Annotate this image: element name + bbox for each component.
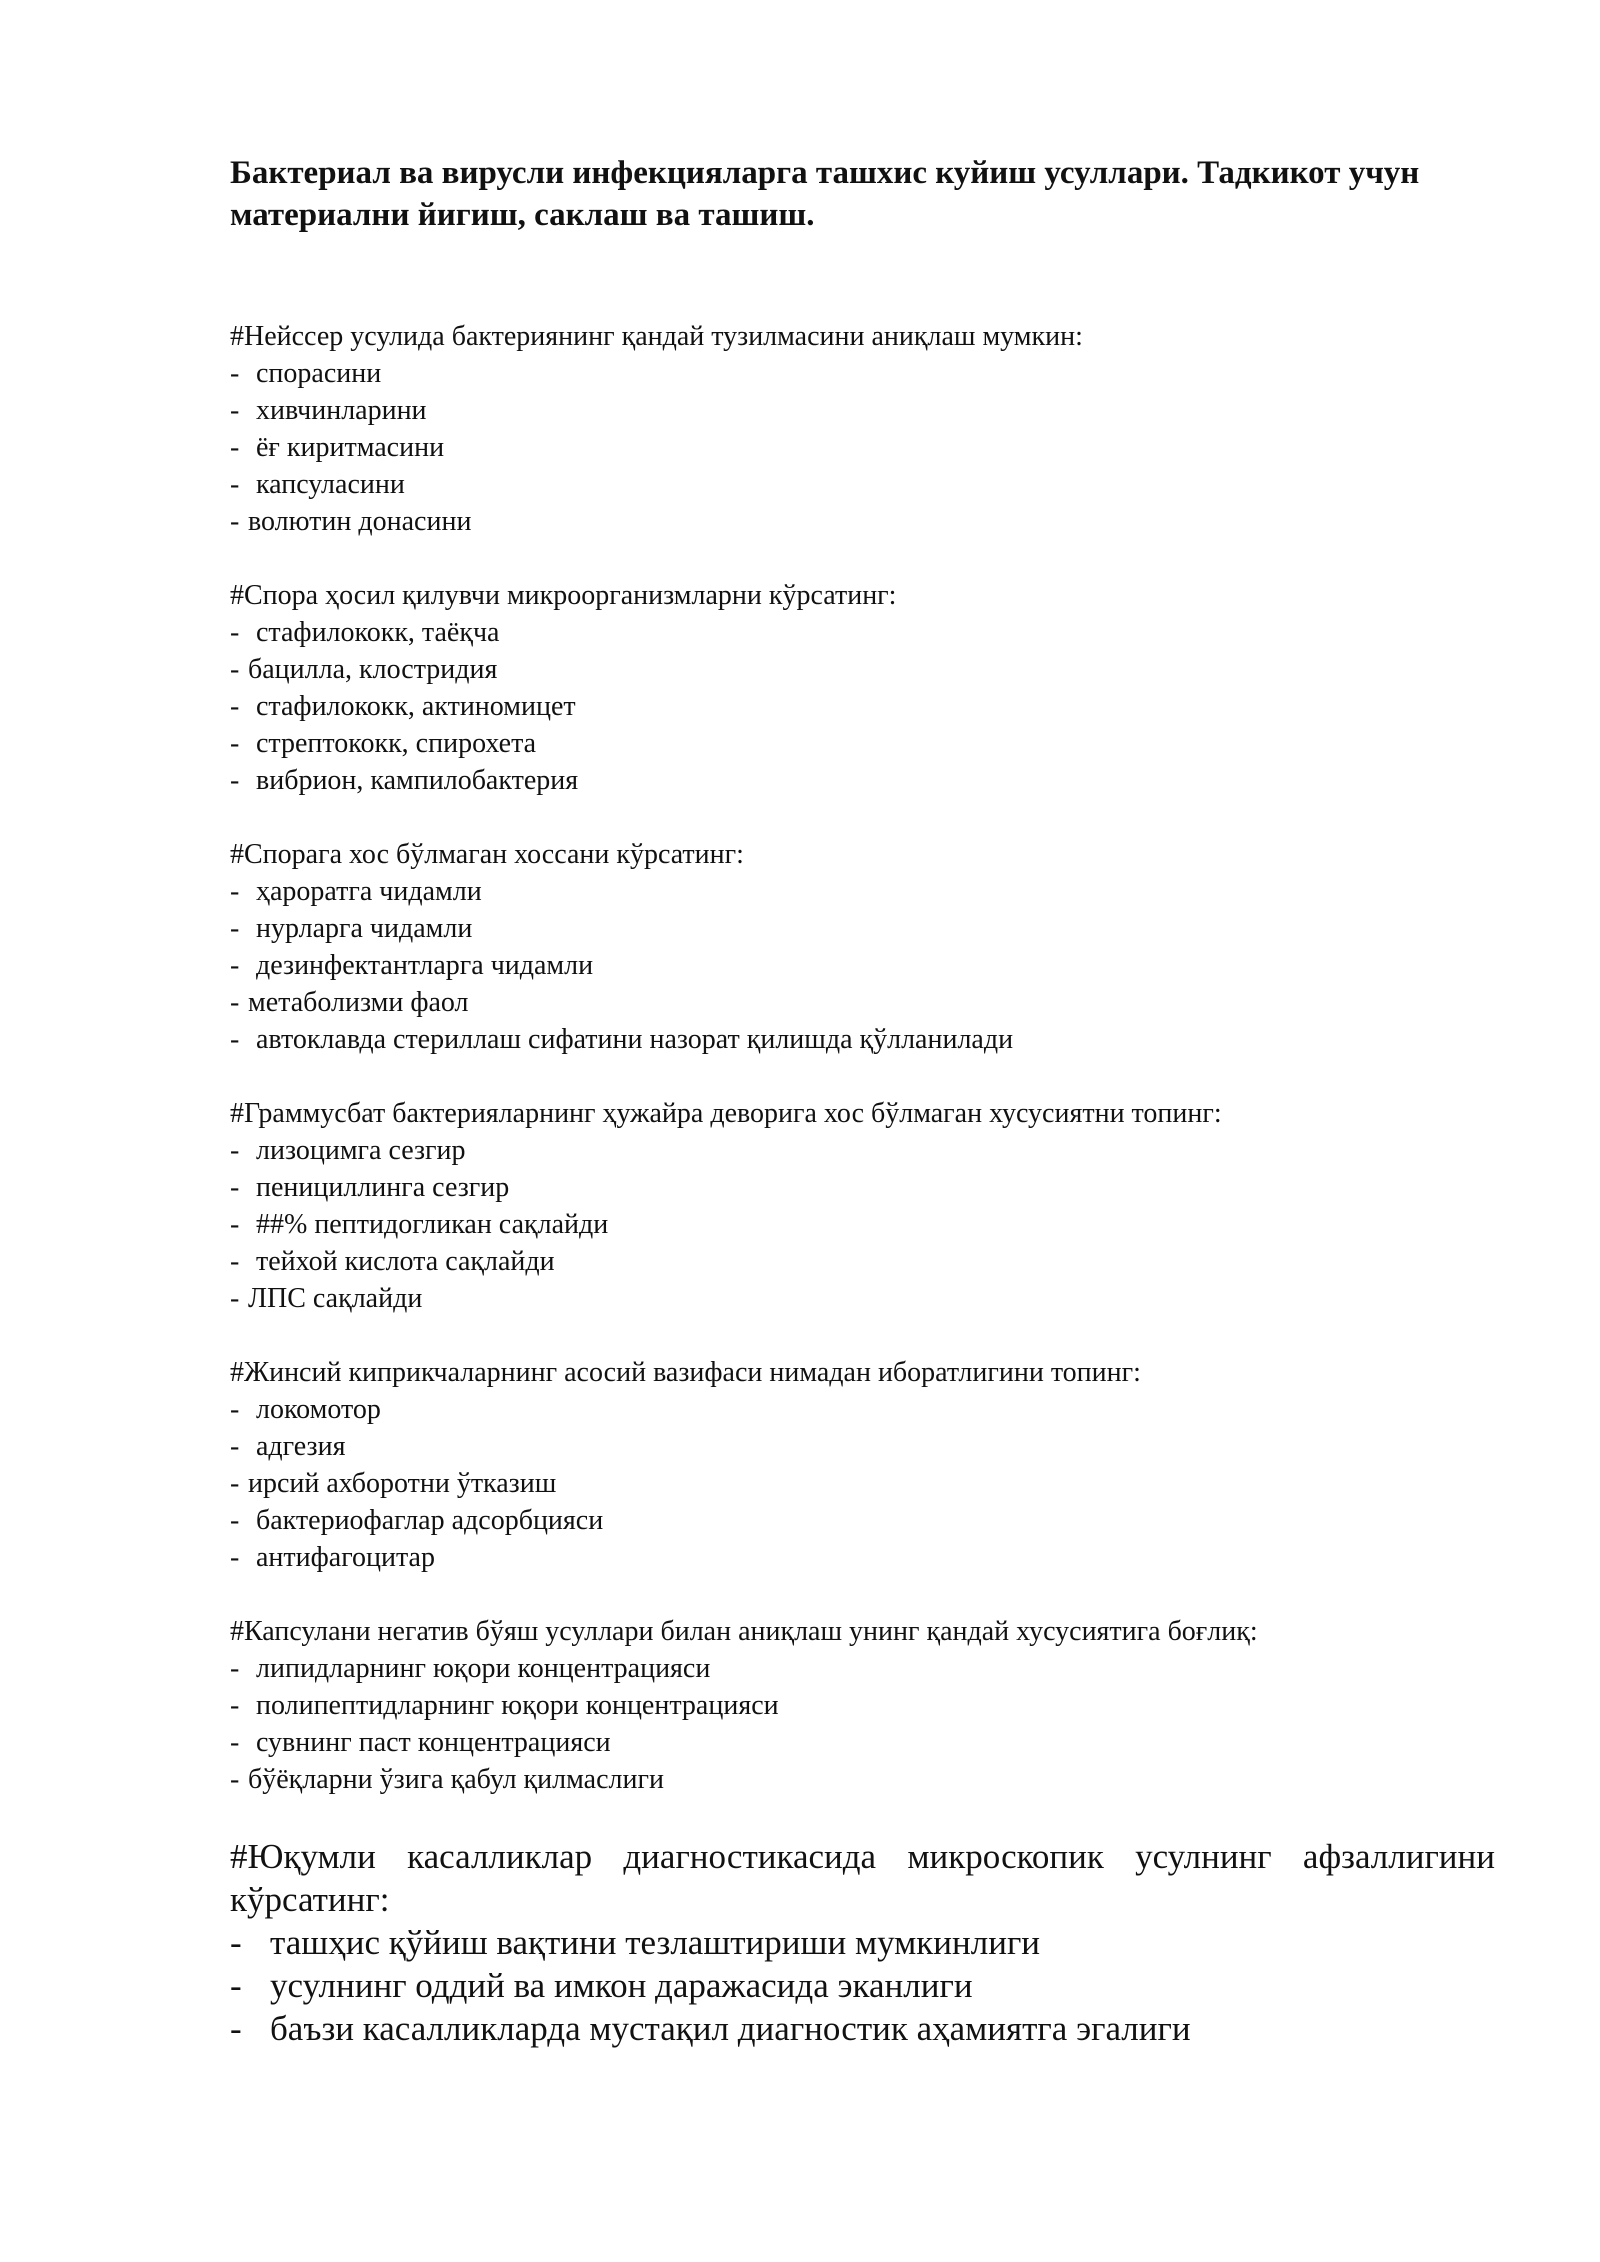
option-text: дезинфектантларга чидамли	[256, 950, 594, 981]
question-text: #Юқумли касалликлар диагностикасида микроскопик усулнинг афзаллигини кўрсатинг:	[230, 1837, 1495, 1919]
question-list	[230, 318, 1495, 2050]
option-text: пенициллинга сезгир	[256, 1172, 510, 1203]
answer-option	[230, 1687, 1495, 1724]
answer-option	[230, 1502, 1495, 1539]
answer-option	[230, 1243, 1495, 1280]
dash-marker: -	[230, 432, 240, 463]
answer-option	[230, 429, 1495, 466]
document-title: Бактериал ва вирусли инфекцияларга ташхис куйиш усуллари. Тадкикот учун материални йигиш, саклаш ва ташиш.	[230, 155, 1420, 233]
answer-option	[230, 355, 1495, 392]
option-text: полипептидларнинг юқори концентрацияси	[256, 1690, 779, 1721]
answer-option	[230, 466, 1495, 503]
dash-marker: -	[230, 1727, 240, 1758]
dash-marker: -	[230, 1966, 242, 2005]
dash-marker: -	[230, 913, 240, 944]
answer-option	[230, 947, 1495, 984]
dash-marker: -	[230, 691, 240, 722]
dash-marker: -	[230, 1468, 240, 1499]
option-text: усулнинг оддий ва имкон даражасида эканлиги	[270, 1966, 973, 2005]
option-text: сувнинг паст концентрацияси	[256, 1727, 611, 1758]
dash-marker: -	[230, 1209, 240, 1240]
dash-marker: -	[230, 987, 240, 1018]
answer-option	[230, 1280, 1495, 1317]
answer-option	[230, 1539, 1495, 1576]
question-block	[230, 318, 1495, 540]
option-text: волютин донасини	[248, 506, 472, 537]
option-text: ирсий ахборотни ўтказиш	[248, 1468, 557, 1499]
dash-marker: -	[230, 1172, 240, 1203]
dash-marker: -	[230, 617, 240, 648]
dash-marker: -	[230, 765, 240, 796]
answer-option	[230, 1391, 1495, 1428]
option-text: антифагоцитар	[256, 1542, 435, 1573]
dash-marker: -	[230, 1542, 240, 1573]
dash-marker: -	[230, 469, 240, 500]
answer-option	[230, 1021, 1495, 1058]
dash-marker: -	[230, 1764, 240, 1795]
option-text: автоклавда стериллаш сифатини назорат қилишда қўлланилади	[256, 1024, 1014, 1055]
dash-marker: -	[230, 1431, 240, 1462]
answer-option	[230, 873, 1495, 910]
option-text: локомотор	[256, 1394, 381, 1425]
question-block	[230, 1835, 1495, 2050]
question-block	[230, 577, 1495, 799]
answer-option	[230, 392, 1495, 429]
question-block	[230, 1613, 1495, 1798]
question-text: #Граммусбат бактерияларнинг ҳужайра деворига хос бўлмаган хусусиятни топинг:	[230, 1098, 1222, 1129]
question-text: #Спорага хос бўлмаган хоссани кўрсатинг:	[230, 839, 744, 870]
document-body	[230, 152, 1495, 2087]
option-text: ҳароратга чидамли	[256, 876, 482, 907]
dash-marker: -	[230, 950, 240, 981]
dash-marker: -	[230, 1283, 240, 1314]
option-text: адгезия	[256, 1431, 346, 1462]
answer-option	[230, 503, 1495, 540]
question-text: #Капсулани негатив бўяш усуллари билан аниқлаш унинг қандай хусусиятига боғлиқ:	[230, 1616, 1258, 1647]
option-text: метаболизми фаол	[248, 987, 469, 1018]
answer-option	[230, 688, 1495, 725]
dash-marker: -	[230, 1505, 240, 1536]
option-text: капсуласини	[256, 469, 405, 500]
dash-marker: -	[230, 395, 240, 426]
option-text: стрептококк, спирохета	[256, 728, 537, 759]
question-text: #Жинсий киприкчаларнинг асосий вазифаси нимадан иборатлигини топинг:	[230, 1357, 1141, 1388]
answer-option	[230, 725, 1495, 762]
dash-marker: -	[230, 1653, 240, 1684]
option-text: тейхой кислота сақлайди	[256, 1246, 555, 1277]
dash-marker: -	[230, 1246, 240, 1277]
option-text: ##% пептидогликан сақлайди	[256, 1209, 609, 1240]
option-text: бацилла, клостридия	[248, 654, 498, 685]
dash-marker: -	[230, 2009, 242, 2048]
answer-option	[230, 1206, 1495, 1243]
option-text: спорасини	[256, 358, 382, 389]
option-text: ташҳис қўйиш вақтини тезлаштириши мумкинлиги	[270, 1923, 1041, 1962]
answer-option	[230, 2007, 1495, 2050]
answer-option	[230, 1761, 1495, 1798]
question-text: #Нейссер усулида бактериянинг қандай тузилмасини аниқлаш мумкин:	[230, 321, 1083, 352]
option-text: вибрион, кампилобактерия	[256, 765, 579, 796]
answer-option	[230, 1650, 1495, 1687]
question-block	[230, 1354, 1495, 1576]
dash-marker: -	[230, 358, 240, 389]
answer-option	[230, 1428, 1495, 1465]
answer-option	[230, 651, 1495, 688]
dash-marker: -	[230, 506, 240, 537]
answer-option	[230, 762, 1495, 799]
dash-marker: -	[230, 1923, 242, 1962]
answer-option	[230, 1921, 1495, 1964]
answer-option	[230, 1964, 1495, 2007]
question-block	[230, 1095, 1495, 1317]
dash-marker: -	[230, 876, 240, 907]
answer-option	[230, 1132, 1495, 1169]
option-text: баъзи касалликларда мустақил диагностик аҳамиятга эгалиги	[270, 2009, 1191, 2048]
answer-option	[230, 984, 1495, 1021]
option-text: стафилококк, таёқча	[256, 617, 500, 648]
option-text: лизоцимга сезгир	[256, 1135, 466, 1166]
answer-option	[230, 614, 1495, 651]
answer-option	[230, 1724, 1495, 1761]
option-text: ЛПС сақлайди	[248, 1283, 423, 1314]
option-text: стафилококк, актиномицет	[256, 691, 576, 722]
answer-option	[230, 910, 1495, 947]
option-text: нурларга чидамли	[256, 913, 473, 944]
dash-marker: -	[230, 1690, 240, 1721]
option-text: бўёқларни ўзига қабул қилмаслиги	[248, 1764, 664, 1795]
dash-marker: -	[230, 1135, 240, 1166]
option-text: бактериофаглар адсорбцияси	[256, 1505, 604, 1536]
option-text: хивчинларини	[256, 395, 427, 426]
dash-marker: -	[230, 1394, 240, 1425]
dash-marker: -	[230, 1024, 240, 1055]
answer-option	[230, 1465, 1495, 1502]
question-text: #Спора ҳосил қилувчи микроорганизмларни кўрсатинг:	[230, 580, 897, 611]
option-text: липидларнинг юқори концентрацияси	[256, 1653, 711, 1684]
dash-marker: -	[230, 728, 240, 759]
answer-option	[230, 1169, 1495, 1206]
dash-marker: -	[230, 654, 240, 685]
option-text: ёғ киритмасини	[256, 432, 445, 463]
question-block	[230, 836, 1495, 1058]
